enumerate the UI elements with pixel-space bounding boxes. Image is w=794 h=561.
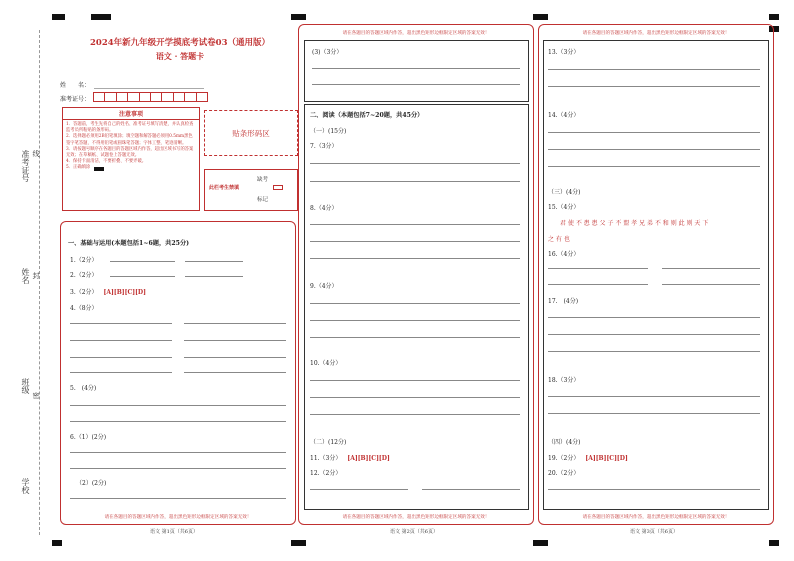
answer-line[interactable] bbox=[70, 405, 286, 406]
q6b-label: （2）(2分) bbox=[76, 480, 107, 487]
note-item: 2．选择题必须用2B铅笔填涂；填空题和解答题必须用0.5mm黑色签字笔答题，不得用铅笔或圆珠笔答题；字体工整、笔迹清晰。 bbox=[66, 134, 193, 146]
id-label: 准考证号： bbox=[60, 96, 91, 103]
absent-top-label: 缺考 bbox=[257, 177, 269, 183]
answer-line[interactable] bbox=[548, 149, 760, 150]
col2-q3-label: (3)（3分） bbox=[312, 49, 343, 56]
side-label-school: 学校 bbox=[21, 478, 30, 494]
barcode-label: 贴条形码区 bbox=[232, 128, 270, 138]
alignment-mark bbox=[291, 14, 306, 20]
q7-label: 7.（3分） bbox=[310, 143, 338, 150]
q11-label: 11.（3分） [A][B][C][D] bbox=[310, 455, 390, 462]
answer-line[interactable] bbox=[70, 323, 172, 324]
answer-line[interactable] bbox=[70, 421, 286, 422]
binding-line bbox=[39, 30, 40, 535]
answer-line[interactable] bbox=[310, 303, 520, 304]
warning-text: 请在各题目的答题区域内作答，超出黑色矩形边框限定区域的答案无效！ bbox=[582, 31, 730, 36]
q6a-label: 6.（1）(2分) bbox=[70, 434, 107, 441]
page-footer: 语文 第3页（共6页） bbox=[630, 529, 678, 535]
answer-line[interactable] bbox=[310, 163, 520, 164]
q15-label: 15.（4分） bbox=[548, 204, 580, 211]
q1-label: 1.（2分） bbox=[70, 257, 98, 264]
answer-line[interactable] bbox=[548, 489, 760, 490]
q18-label: 18.（3分） bbox=[548, 377, 580, 384]
answer-line[interactable] bbox=[184, 372, 286, 373]
answer-line[interactable] bbox=[184, 323, 286, 324]
q2-answer-line[interactable] bbox=[185, 276, 243, 277]
answer-line[interactable] bbox=[310, 337, 520, 338]
name-label: 姓 名： bbox=[60, 82, 91, 89]
answer-line[interactable] bbox=[70, 498, 286, 499]
answer-line[interactable] bbox=[548, 396, 760, 397]
q17-label: 17. (4分) bbox=[548, 298, 579, 305]
side-label-id: 准考证号 bbox=[21, 150, 30, 182]
q12-label: 12.（2分） bbox=[310, 470, 342, 477]
q19-label: 19.（2分） [A][B][C][D] bbox=[548, 455, 628, 462]
q20-label: 20.（2分） bbox=[548, 470, 580, 477]
q15-passage-cont: 之 有 也 bbox=[548, 236, 570, 243]
absent-label: 此栏考生禁填 bbox=[209, 185, 240, 191]
alignment-mark bbox=[291, 540, 306, 546]
answer-line[interactable] bbox=[310, 241, 520, 242]
q13-label: 13.（3分） bbox=[548, 49, 580, 56]
exam-subtitle: 语文 · 答题卡 bbox=[155, 51, 205, 61]
answer-line[interactable] bbox=[548, 86, 760, 87]
filled-sample-icon bbox=[94, 167, 104, 171]
barcode-area bbox=[204, 110, 298, 156]
note-item: 3．请按题号顺序在各题目的答题区域内作答，超出区域书写的答案无效；在草稿纸、试题卷上答题无效。 bbox=[66, 146, 194, 159]
id-boxes[interactable] bbox=[93, 92, 208, 102]
side-label-secret: 密 bbox=[32, 392, 40, 399]
answer-line[interactable] bbox=[310, 380, 520, 381]
sub-3-label: （三）(4分) bbox=[548, 189, 581, 196]
warning-text: 请在各题目的答题区域内作答，超出黑色矩形边框限定区域的答案无效！ bbox=[342, 31, 490, 36]
side-label-name: 姓名 bbox=[21, 268, 30, 284]
answer-line[interactable] bbox=[310, 397, 520, 398]
alignment-mark bbox=[52, 540, 62, 546]
q19-options[interactable]: [A][B][C][D] bbox=[585, 455, 628, 462]
answer-line[interactable] bbox=[310, 224, 520, 225]
note-item: 1．答题前，考生先将自己的姓名、准考证号填写清楚，并认真检查监考员所粘贴的条形码。 bbox=[66, 122, 194, 134]
section-2-title: 二、阅读（本题包括7~20题，共45分） bbox=[310, 112, 424, 119]
notes-box bbox=[62, 107, 200, 211]
answer-line[interactable] bbox=[70, 452, 286, 453]
alignment-mark bbox=[769, 540, 779, 546]
sub-4-label: （四）(4分) bbox=[548, 439, 581, 446]
answer-line[interactable] bbox=[70, 468, 286, 469]
answer-line[interactable] bbox=[312, 68, 520, 69]
answer-line[interactable] bbox=[310, 489, 408, 490]
name-field[interactable] bbox=[94, 88, 204, 89]
absent-box bbox=[204, 169, 298, 211]
sub-1-label: （一）(15分) bbox=[310, 128, 347, 135]
q2-label: 2.（2分） bbox=[70, 272, 98, 279]
page-footer: 语文 第2页（共6页） bbox=[390, 529, 438, 535]
answer-line[interactable] bbox=[184, 357, 286, 358]
answer-line[interactable] bbox=[70, 357, 172, 358]
answer-line[interactable] bbox=[662, 268, 760, 269]
answer-line[interactable] bbox=[310, 258, 520, 259]
q5-label: 5. (4分) bbox=[70, 385, 97, 392]
q3-label: 3.（2分） [A][B][C][D] bbox=[70, 289, 146, 296]
answer-line[interactable] bbox=[548, 268, 648, 269]
answer-line[interactable] bbox=[548, 317, 760, 318]
q14-label: 14.（4分） bbox=[548, 112, 580, 119]
answer-line[interactable] bbox=[310, 181, 520, 182]
answer-line[interactable] bbox=[548, 351, 760, 352]
q3-options[interactable]: [A][B][C][D] bbox=[103, 289, 146, 296]
absent-bottom-label: 标记 bbox=[257, 197, 269, 203]
alignment-mark bbox=[91, 14, 111, 20]
q11-options[interactable]: [A][B][C][D] bbox=[347, 455, 390, 462]
q10-label: 10.（4分） bbox=[310, 360, 342, 367]
absent-checkbox[interactable] bbox=[273, 185, 283, 190]
alignment-mark bbox=[52, 14, 65, 20]
page-footer: 语文 第1页（共6页） bbox=[150, 529, 198, 535]
warning-text: 请在各题目的答题区域内作答，超出黑色矩形边框限定区域的答案无效！ bbox=[342, 515, 490, 520]
answer-box-reading bbox=[304, 104, 529, 510]
q8-label: 8.（4分） bbox=[310, 205, 338, 212]
warning-text: 请在各题目的答题区域内作答，超出黑色矩形边框限定区域的答案无效！ bbox=[104, 515, 252, 520]
q2-answer-line[interactable] bbox=[110, 276, 175, 277]
answer-line[interactable] bbox=[548, 166, 760, 167]
q4-label: 4.（8分） bbox=[70, 305, 98, 312]
answer-line[interactable] bbox=[548, 334, 760, 335]
answer-line[interactable] bbox=[70, 372, 172, 373]
answer-line[interactable] bbox=[184, 340, 286, 341]
q9-label: 9.（4分） bbox=[310, 283, 338, 290]
answer-line[interactable] bbox=[662, 284, 760, 285]
side-label-line: 线 bbox=[32, 150, 40, 157]
q15-passage: 君 使 不 患 患 父 子 不 盟 孝 兄 弟 不 和 则 此 则 天 下 bbox=[560, 220, 709, 227]
notes-title: 注意事项 bbox=[63, 108, 199, 120]
answer-line[interactable] bbox=[548, 132, 760, 133]
note-item: 5．正确填涂 bbox=[66, 165, 91, 171]
side-label-seal: 封 bbox=[32, 272, 40, 279]
exam-title: 2024年新九年级开学摸底考试卷03（通用版） bbox=[90, 38, 270, 48]
warning-text: 请在各题目的答题区域内作答，超出黑色矩形边框限定区域的答案无效！ bbox=[582, 515, 730, 520]
alignment-mark bbox=[769, 14, 779, 20]
alignment-mark bbox=[533, 14, 548, 20]
answer-line[interactable] bbox=[70, 340, 172, 341]
answer-line[interactable] bbox=[312, 84, 520, 85]
answer-line[interactable] bbox=[422, 489, 520, 490]
side-label-class: 班级 bbox=[21, 378, 30, 394]
q1-answer-line[interactable] bbox=[110, 261, 175, 262]
section-1-title: 一、基础与运用(本题包括1~6题，共25分) bbox=[68, 240, 190, 247]
sub-2-label: （二）(12分) bbox=[310, 439, 347, 446]
note-item: 4．保持卡面清洁，不要折叠、不要弄破。 bbox=[66, 159, 147, 165]
answer-line[interactable] bbox=[548, 69, 760, 70]
answer-line[interactable] bbox=[548, 413, 760, 414]
answer-line[interactable] bbox=[310, 320, 520, 321]
answer-line[interactable] bbox=[548, 284, 648, 285]
q1-answer-line[interactable] bbox=[185, 261, 243, 262]
alignment-mark bbox=[533, 540, 548, 546]
q16-label: 16.（4分） bbox=[548, 251, 580, 258]
answer-line[interactable] bbox=[310, 414, 520, 415]
